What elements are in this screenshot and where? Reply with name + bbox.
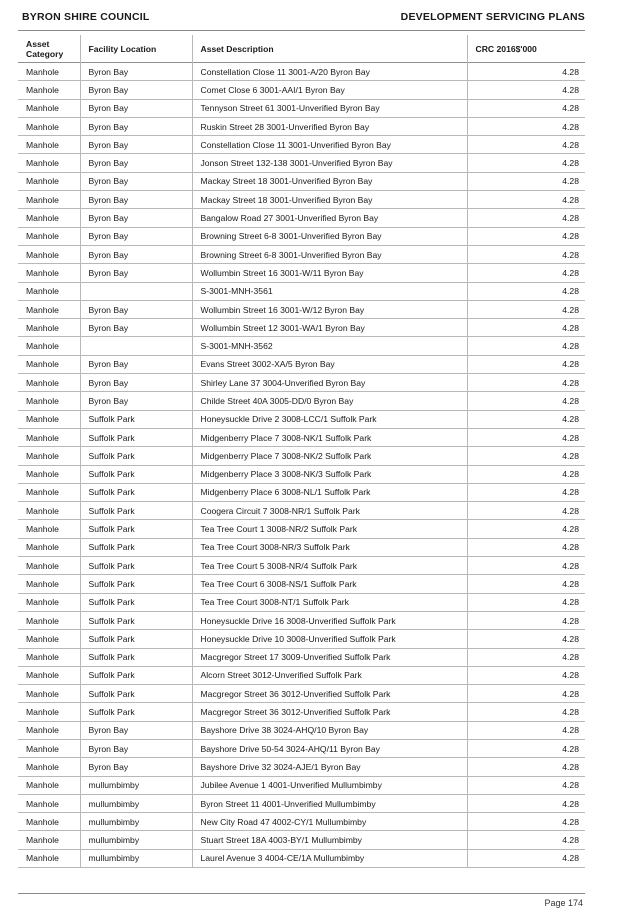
cell-description: Jubilee Avenue 1 4001-Unverified Mullumbimby [192,776,467,794]
cell-crc: 4.28 [467,264,585,282]
cell-crc: 4.28 [467,410,585,428]
cell-category: Manhole [26,121,59,132]
table-row [18,502,585,520]
table-row [18,319,585,337]
table-row [18,465,585,483]
table-row [18,117,585,135]
cell-description: Tea Tree Court 5 3008-NR/4 Suffolk Park [192,557,467,575]
table-row [18,721,585,739]
cell-category: Manhole [26,139,59,150]
cell-location: Byron Bay [80,355,192,373]
cell-description: Wollumbin Street 16 3001-W/11 Byron Bay [192,264,467,282]
cell-description: S-3001-MNH-3562 [192,337,467,355]
table-row [18,813,585,831]
cell-description: Honeysuckle Drive 16 3008-Unverified Suffolk Park [192,611,467,629]
table-row [18,227,585,245]
cell-location: Suffolk Park [80,666,192,684]
table-row [18,209,585,227]
table-row [18,575,585,593]
cell-description: Midgenberry Place 7 3008-NK/2 Suffolk Park [192,447,467,465]
cell-category: Manhole [26,652,59,663]
page-header [22,9,585,25]
cell-category: Manhole [26,432,59,443]
cell-description: Stuart Street 18A 4003-BY/1 Mullumbimby [192,831,467,849]
cell-description: Tea Tree Court 3008-NT/1 Suffolk Park [192,593,467,611]
cell-location: Byron Bay [80,245,192,263]
column-header-description: Asset Description [192,35,467,63]
cell-category: Manhole [26,377,59,388]
table-row [18,392,585,410]
table-row [18,337,585,355]
table-row [18,739,585,757]
cell-location: Suffolk Park [80,538,192,556]
table-row [18,794,585,812]
cell-category: Manhole [26,304,59,315]
cell-description: Bayshore Drive 38 3024-AHQ/10 Byron Bay [192,721,467,739]
cell-crc: 4.28 [467,136,585,154]
cell-category: Manhole [26,835,59,846]
cell-description: Jonson Street 132-138 3001-Unverified Byron Bay [192,154,467,172]
cell-description: Browning Street 6-8 3001-Unverified Byron Bay [192,227,467,245]
cell-description: Midgenberry Place 3 3008-NK/3 Suffolk Park [192,465,467,483]
cell-description: Browning Street 6-8 3001-Unverified Byron Bay [192,245,467,263]
table-row [18,611,585,629]
cell-location [80,337,192,355]
cell-location: Byron Bay [80,63,192,81]
cell-crc: 4.28 [467,172,585,190]
cell-crc: 4.28 [467,191,585,209]
table-row [18,154,585,172]
table-row [18,264,585,282]
cell-location: Byron Bay [80,319,192,337]
cell-location [80,282,192,300]
cell-category: Manhole [26,560,59,571]
table-row [18,172,585,190]
footer-divider [18,893,585,894]
cell-category: Manhole [26,542,59,553]
cell-category: Manhole [26,249,59,260]
cell-description: S-3001-MNH-3561 [192,282,467,300]
cell-category: Manhole [26,670,59,681]
cell-description: Bayshore Drive 32 3024-AJE/1 Byron Bay [192,758,467,776]
table-row [18,648,585,666]
cell-category: Manhole [26,267,59,278]
cell-description: Childe Street 40A 3005-DD/0 Byron Bay [192,392,467,410]
cell-category: Manhole [26,505,59,516]
cell-crc: 4.28 [467,666,585,684]
cell-description: Honeysuckle Drive 2 3008-LCC/1 Suffolk Park [192,410,467,428]
cell-description: Ruskin Street 28 3001-Unverified Byron Bay [192,117,467,135]
cell-crc: 4.28 [467,557,585,575]
cell-description: Wollumbin Street 12 3001-WA/1 Byron Bay [192,319,467,337]
cell-category: Manhole [26,487,59,498]
cell-description: New City Road 47 4002-CY/1 Mullumbimby [192,813,467,831]
cell-location: Byron Bay [80,300,192,318]
cell-category: Manhole [26,158,59,169]
table-row [18,136,585,154]
cell-description: Constellation Close 11 3001-A/20 Byron Bay [192,63,467,81]
cell-description: Tea Tree Court 3008-NR/3 Suffolk Park [192,538,467,556]
table-row [18,593,585,611]
cell-crc: 4.28 [467,282,585,300]
cell-description: Tennyson Street 61 3001-Unverified Byron Bay [192,99,467,117]
cell-category: Manhole [26,524,59,535]
cell-crc: 4.28 [467,758,585,776]
cell-location: Byron Bay [80,739,192,757]
cell-category: Manhole [26,414,59,425]
cell-crc: 4.28 [467,813,585,831]
table-row [18,410,585,428]
table-row [18,282,585,300]
cell-location: Byron Bay [80,227,192,245]
cell-location: Byron Bay [80,758,192,776]
table-row [18,81,585,99]
header-divider [18,30,585,31]
cell-description: Laurel Avenue 3 4004-CE/1A Mullumbimby [192,849,467,867]
cell-location: Suffolk Park [80,465,192,483]
cell-category: Manhole [26,469,59,480]
table-row [18,374,585,392]
table-row [18,191,585,209]
table-row [18,483,585,501]
cell-category: Manhole [26,707,59,718]
cell-location: mullumbimby [80,794,192,812]
table-row [18,63,585,81]
cell-description: Honeysuckle Drive 10 3008-Unverified Suffolk Park [192,630,467,648]
cell-location: mullumbimby [80,813,192,831]
table-row [18,849,585,867]
cell-location: Suffolk Park [80,557,192,575]
cell-location: Suffolk Park [80,410,192,428]
cell-description: Constellation Close 11 3001-Unverified Byron Bay [192,136,467,154]
table-row [18,447,585,465]
cell-description: Tea Tree Court 6 3008-NS/1 Suffolk Park [192,575,467,593]
cell-location: Suffolk Park [80,502,192,520]
table-row [18,300,585,318]
cell-location: mullumbimby [80,831,192,849]
cell-location: Byron Bay [80,264,192,282]
cell-crc: 4.28 [467,300,585,318]
cell-description: Wollumbin Street 16 3001-W/12 Byron Bay [192,300,467,318]
cell-category: Manhole [26,853,59,864]
cell-crc: 4.28 [467,483,585,501]
table-row [18,245,585,263]
cell-crc: 4.28 [467,831,585,849]
cell-description: Macgregor Street 17 3009-Unverified Suffolk Park [192,648,467,666]
cell-location: Byron Bay [80,392,192,410]
cell-category: Manhole [26,84,59,95]
cell-description: Midgenberry Place 6 3008-NL/1 Suffolk Park [192,483,467,501]
column-header-category: Asset Category [26,38,64,59]
cell-category: Manhole [26,725,59,736]
table-row [18,758,585,776]
cell-crc: 4.28 [467,428,585,446]
cell-crc: 4.28 [467,319,585,337]
cell-crc: 4.28 [467,447,585,465]
cell-location: Byron Bay [80,374,192,392]
table-row [18,685,585,703]
cell-location: Suffolk Park [80,520,192,538]
table-row [18,630,585,648]
cell-location: Suffolk Park [80,428,192,446]
council-name: BYRON SHIRE COUNCIL [22,11,150,23]
asset-table [18,35,585,868]
cell-crc: 4.28 [467,703,585,721]
cell-category: Manhole [26,816,59,827]
cell-location: Suffolk Park [80,483,192,501]
cell-description: Bayshore Drive 50-54 3024-AHQ/11 Byron Bay [192,739,467,757]
table-row [18,666,585,684]
cell-category: Manhole [26,231,59,242]
column-header-location: Facility Location [80,35,192,63]
table-row [18,538,585,556]
document-title: DEVELOPMENT SERVICING PLANS [400,11,585,23]
table-row [18,99,585,117]
cell-category: Manhole [26,761,59,772]
cell-category: Manhole [26,780,59,791]
cell-crc: 4.28 [467,794,585,812]
cell-description: Shirley Lane 37 3004-Unverified Byron Bay [192,374,467,392]
cell-location: Byron Bay [80,191,192,209]
cell-description: Mackay Street 18 3001-Unverified Byron Bay [192,172,467,190]
cell-description: Evans Street 3002-XA/5 Byron Bay [192,355,467,373]
cell-crc: 4.28 [467,154,585,172]
cell-location: Suffolk Park [80,611,192,629]
cell-crc: 4.28 [467,648,585,666]
cell-location: Suffolk Park [80,630,192,648]
cell-location: Suffolk Park [80,593,192,611]
cell-crc: 4.28 [467,337,585,355]
table-row [18,428,585,446]
cell-location: Byron Bay [80,136,192,154]
cell-location: Suffolk Park [80,575,192,593]
cell-location: Suffolk Park [80,685,192,703]
cell-category: Manhole [26,597,59,608]
cell-description: Midgenberry Place 7 3008-NK/1 Suffolk Park [192,428,467,446]
cell-location: Byron Bay [80,172,192,190]
cell-category: Manhole [26,615,59,626]
table-row [18,557,585,575]
cell-crc: 4.28 [467,611,585,629]
table-row [18,355,585,373]
cell-location: Byron Bay [80,117,192,135]
cell-category: Manhole [26,578,59,589]
cell-description: Mackay Street 18 3001-Unverified Byron Bay [192,191,467,209]
cell-description: Byron Street 11 4001-Unverified Mullumbimby [192,794,467,812]
cell-description: Macgregor Street 36 3012-Unverified Suffolk Park [192,703,467,721]
cell-crc: 4.28 [467,209,585,227]
cell-crc: 4.28 [467,739,585,757]
cell-crc: 4.28 [467,245,585,263]
cell-location: Byron Bay [80,81,192,99]
cell-category: Manhole [26,194,59,205]
cell-crc: 4.28 [467,81,585,99]
cell-crc: 4.28 [467,227,585,245]
cell-category: Manhole [26,213,59,224]
cell-category: Manhole [26,66,59,77]
table-row [18,703,585,721]
cell-crc: 4.28 [467,99,585,117]
cell-crc: 4.28 [467,721,585,739]
cell-category: Manhole [26,103,59,114]
cell-location: Suffolk Park [80,447,192,465]
cell-location: mullumbimby [80,849,192,867]
cell-category: Manhole [26,341,59,352]
table-row [18,776,585,794]
cell-location: Byron Bay [80,154,192,172]
cell-description: Tea Tree Court 1 3008-NR/2 Suffolk Park [192,520,467,538]
cell-description: Coogera Circuit 7 3008-NR/1 Suffolk Park [192,502,467,520]
cell-category: Manhole [26,798,59,809]
cell-location: Byron Bay [80,721,192,739]
cell-category: Manhole [26,633,59,644]
cell-crc: 4.28 [467,63,585,81]
cell-category: Manhole [26,176,59,187]
cell-category: Manhole [26,450,59,461]
cell-crc: 4.28 [467,374,585,392]
cell-description: Macgregor Street 36 3012-Unverified Suffolk Park [192,685,467,703]
cell-crc: 4.28 [467,465,585,483]
cell-crc: 4.28 [467,593,585,611]
cell-category: Manhole [26,688,59,699]
cell-crc: 4.28 [467,849,585,867]
table-row [18,520,585,538]
cell-crc: 4.28 [467,575,585,593]
table-row [18,831,585,849]
cell-crc: 4.28 [467,502,585,520]
table-body [18,63,585,868]
cell-category: Manhole [26,359,59,370]
cell-description: Comet Close 6 3001-AAI/1 Byron Bay [192,81,467,99]
cell-category: Manhole [26,322,59,333]
cell-crc: 4.28 [467,776,585,794]
table-header-row [18,35,585,63]
cell-location: Byron Bay [80,99,192,117]
cell-category: Manhole [26,395,59,406]
cell-description: Bangalow Road 27 3001-Unverified Byron Bay [192,209,467,227]
cell-crc: 4.28 [467,392,585,410]
cell-crc: 4.28 [467,117,585,135]
cell-crc: 4.28 [467,520,585,538]
page-number: Page 174 [544,898,583,908]
column-header-crc: CRC 2016$'000 [467,35,585,63]
cell-category: Manhole [26,743,59,754]
cell-location: Suffolk Park [80,648,192,666]
cell-crc: 4.28 [467,355,585,373]
cell-crc: 4.28 [467,630,585,648]
cell-category: Manhole [26,286,59,297]
cell-location: Suffolk Park [80,703,192,721]
cell-description: Alcorn Street 3012-Unverified Suffolk Park [192,666,467,684]
cell-crc: 4.28 [467,538,585,556]
cell-location: mullumbimby [80,776,192,794]
cell-crc: 4.28 [467,685,585,703]
cell-location: Byron Bay [80,209,192,227]
